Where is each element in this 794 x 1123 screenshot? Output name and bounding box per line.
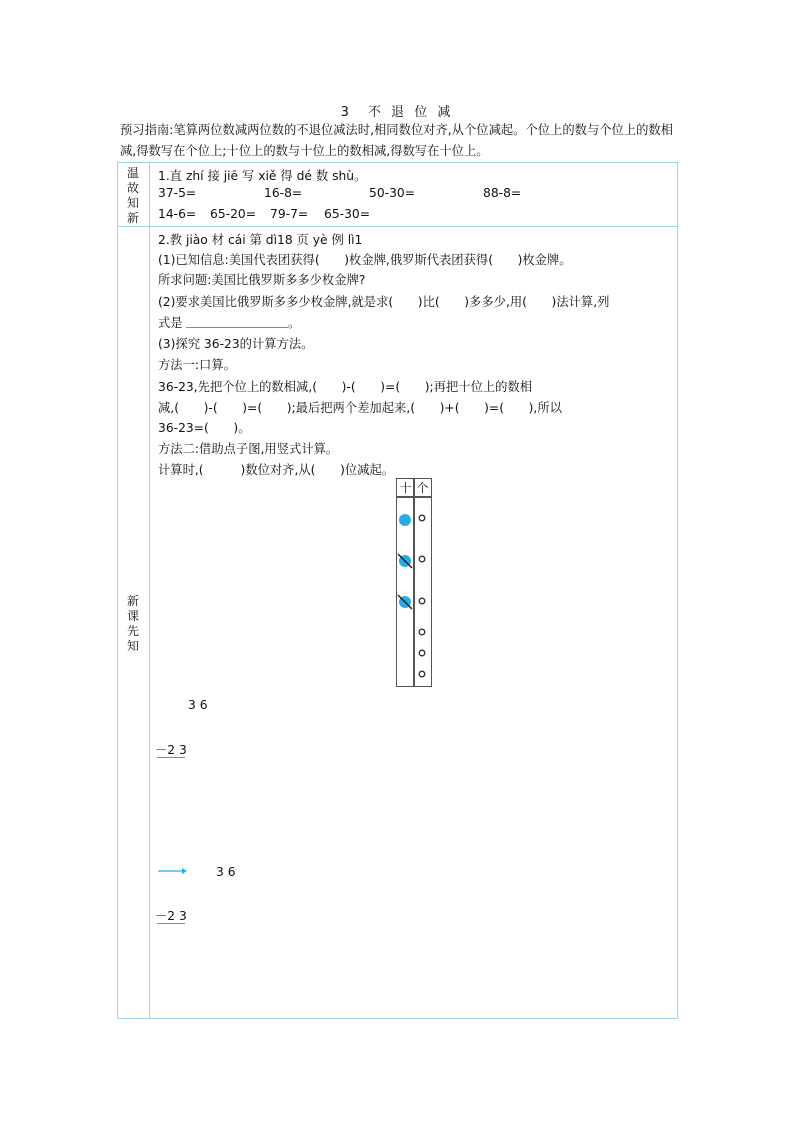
vertical-calc-minuend: 3 6 <box>188 698 208 712</box>
vertical-calc-subtrahend: －2 3 <box>155 909 187 923</box>
tens-dots <box>398 514 412 609</box>
vertical-calc-subtrahend: －2 3 <box>155 743 187 757</box>
method-two-title: 方法二:借助点子图,用竖式计算。 <box>158 442 339 456</box>
ones-dot <box>419 629 425 635</box>
problem-cell: 88-8= <box>483 186 522 200</box>
preview-guide: 预习指南:笔算两位数减两位数的不退位减法时,相同数位对齐,从个位减起。个位上的数与个位上的数相减,得数写在个位上;十位上的数与十位上的数相减,得数写在十位上。 <box>120 123 674 158</box>
section-label-review: 温 故 知 新 <box>126 166 139 225</box>
vertical-calc-bar <box>157 757 185 758</box>
section-label-new-lesson: 新 课 先 知 <box>126 594 139 653</box>
ones-dot <box>419 598 425 604</box>
analysis-line: (2)要求美国比俄罗斯多多少枚金牌,就是求( )比( )多多少,用( )法计算,列 <box>158 295 610 309</box>
formula-suffix: 。 <box>288 316 301 330</box>
problem-cell: 16-8= <box>264 186 303 200</box>
problem-cell: 37-5= <box>158 186 197 200</box>
ones-header-label: 个 <box>416 481 429 495</box>
method-one-title: 方法一:口算。 <box>158 358 236 372</box>
page-title: 3 不 退 位 减 <box>340 105 454 120</box>
tens-dot <box>399 514 411 526</box>
ones-dot <box>419 515 425 521</box>
problem-cell: 79-7= <box>270 207 309 221</box>
problem-cell: 65-20= <box>210 207 257 221</box>
ones-dot <box>419 556 425 562</box>
alignment-line: 计算时,( )数位对齐,从( )位减起。 <box>158 463 395 477</box>
problem-cell: 14-6= <box>158 207 197 221</box>
formula-prefix: 式是 <box>158 316 183 330</box>
known-info-line: (1)已知信息:美国代表团获得( )枚金牌,俄罗斯代表团获得( )枚金牌。 <box>158 253 572 267</box>
vertical-calc-minuend: 3 6 <box>216 865 236 879</box>
mental-calc-line-1: 36-23,先把个位上的数相减,( )-( )=( );再把十位上的数相 <box>158 380 533 394</box>
ones-dot <box>419 650 425 656</box>
arrow-icon <box>158 868 187 874</box>
ones-dots <box>419 515 425 677</box>
problem-cell: 65-30= <box>324 207 371 221</box>
problem-cell: 50-30= <box>369 186 416 200</box>
mental-calc-line-2: 减,( )-( )=( );最后把两个差加起来,( )+( )=( ),所以 <box>158 401 562 415</box>
mental-calc-result: 36-23=( )。 <box>158 421 251 435</box>
question-line: 所求问题:美国比俄罗斯多多少枚金牌? <box>158 273 366 287</box>
review-heading: 1.直 zhí 接 jiē 写 xiě 得 dé 数 shù。 <box>158 169 367 183</box>
lesson-heading: 2.教 jiào 材 cái 第 dì18 页 yè 例 lì1 <box>158 233 363 247</box>
vertical-calc-bar <box>157 923 185 924</box>
tens-header-label: 十 <box>399 481 412 495</box>
explore-line: (3)探究 36-23的计算方法。 <box>158 337 314 351</box>
ones-dot <box>419 671 425 677</box>
